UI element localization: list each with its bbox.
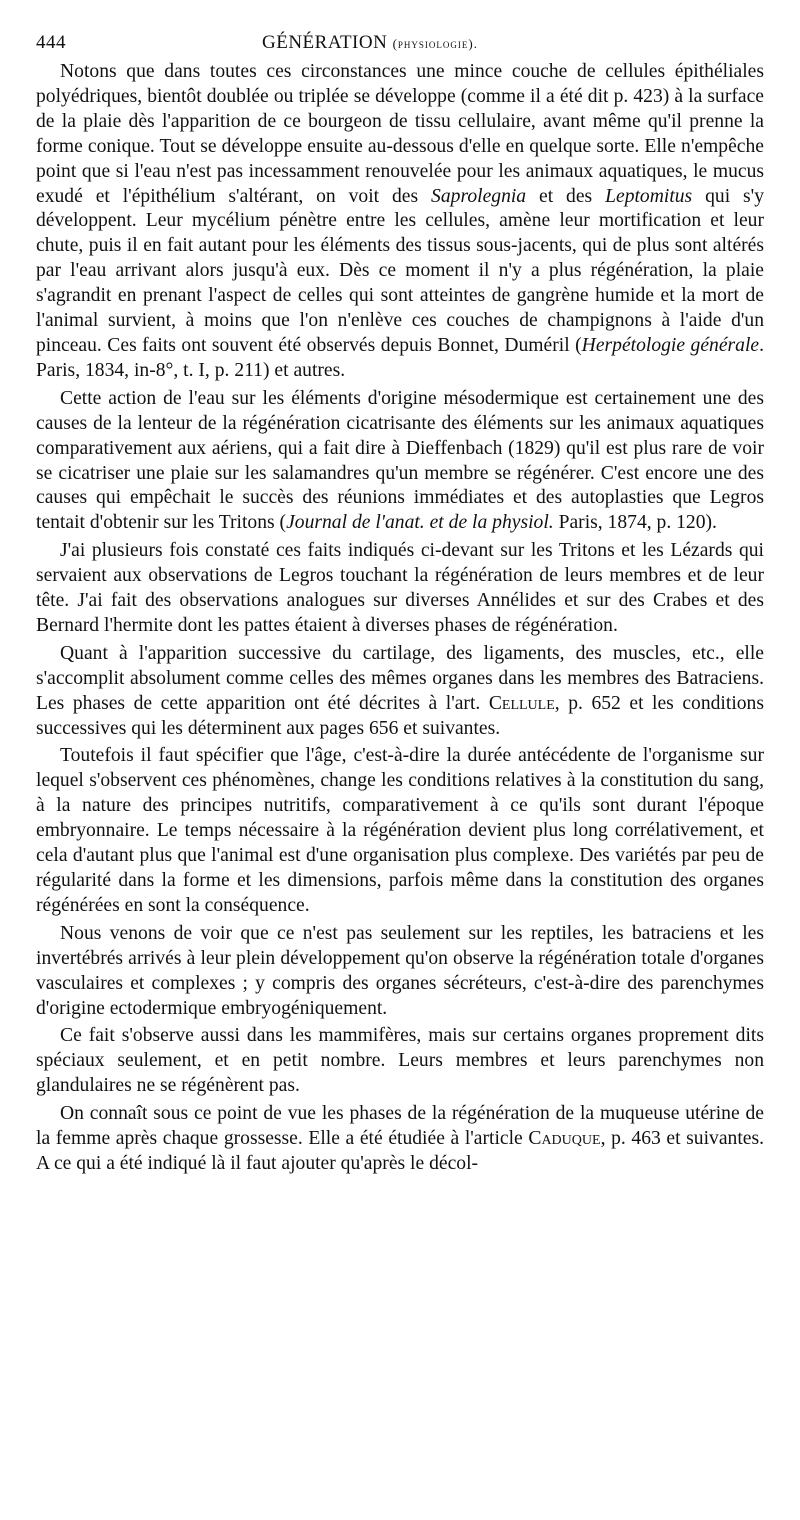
paragraph-4	[36, 642, 764, 742]
text-run: On connaît sous ce point de vue les phases de la régénération de la muqueuse utérine de la femme après chaque grossesse. Elle a été étudiée à l'article	[36, 1103, 764, 1150]
article-reference: Caduque	[528, 1128, 601, 1150]
paragraph-1	[36, 60, 764, 384]
paragraph-2	[36, 387, 764, 536]
italic-citation: Journal de l'anat. et de la physiol.	[286, 512, 554, 534]
body-text	[36, 60, 764, 1177]
document-page	[36, 28, 764, 1177]
text-run: . Paris, 1834, in-8°, t. I, p. 211) et autres.	[36, 334, 764, 381]
text-run: , p. 463 et suivantes. A ce qui a été indiqué là il faut ajouter qu'après le décol-	[36, 1128, 764, 1174]
italic-term: Saprolegnia	[431, 185, 527, 207]
italic-term: Leptomitus	[605, 185, 693, 207]
text-run: Cette action de l'eau sur les éléments d'origine mésodermique est certainement une des causes de la lenteur de la régénération cicatrisante des éléments sur les animaux aquatiques comparativement aux aériens, qui a fait dire à Dieffenbach (1829) qu'il est plus rare de voir se cicatriser une plaie sur les salamandres qu'un membre se régénérer. C'est encore une des causes qui empêchait le succès des réunions immédiates et des autoplasties que Legros tentait d'obtenir sur les Tritons (	[36, 387, 764, 534]
paragraph-3: J'ai plusieurs fois constaté ces faits indiqués ci-devant sur les Tritons et les Lézards qui servaient aux observations de Legros touchant la régénération de leurs membres et de leur tête. J'ai fait des observations analogues sur diverses Annélides et sur des Crabes et des Bernard l'hermite dont les pattes étaient à diverses phases de régénération.	[36, 540, 764, 636]
paragraph-7: Ce fait s'observe aussi dans les mammifères, mais sur certains organes proprement dits spéciaux seulement, et en petit nombre. Leurs membres et leurs parenchymes non glandulaires ne se régénèrent pas.	[36, 1025, 764, 1097]
text-run: et des	[526, 185, 606, 207]
article-reference: Cellule	[488, 692, 555, 714]
running-head-section: (physiologie).	[392, 36, 478, 51]
running-head-title: GÉNÉRATION	[262, 32, 393, 53]
running-head	[262, 32, 478, 54]
paragraph-6: Nous venons de voir que ce n'est pas seulement sur les reptiles, les batraciens et les invertébrés arrivés à leur plein développement qu'on observe la régénération totale d'organes vasculaires et complexes ; y compris des organes sécréteurs, c'est-à-dire des parenchymes d'origine ectodermique embryogéniquement.	[36, 922, 764, 1019]
page-number: 444	[36, 32, 66, 53]
text-run: , p. 652 et les conditions successives qui les déterminent aux pages 656 et suivantes.	[36, 692, 764, 739]
paragraph-5: Toutefois il faut spécifier que l'âge, c'est-à-dire la durée antécédente de l'organisme sur lequel s'observent ces phénomènes, change les conditions relatives à la constitution du sang, à la nature des principes nutritifs, comparativement à ce qu'ils sont durant l'époque embryonnaire. Le temps nécessaire à la régénération devient plus long corrélativement, et cela d'autant plus que l'animal est d'une organisation plus complexe. Des variétés par peu de régularité dans la forme et les dimensions, parfois même dans la constitution des organes régénérées en sont la conséquence.	[36, 745, 764, 916]
text-run: Notons que dans toutes ces circonstances une mince couche de cellules épithéliales polyédriques, bientôt doublée ou triplée se développe (comme il a été dit p. 423) à la surface de la plaie dès l'apparition de ce bourgeon de tissu cellulaire, avant même qu'il prenne la forme conique. Tout se développe ensuite au-dessous d'elle en quelque sorte. Elle n'empêche point que si l'eau n'est pas incessamment renouvelée pour les animaux aquatiques, le mucus exudé et l'épithélium s'altérant, on voit des	[36, 61, 764, 207]
text-run: Quant à l'apparition successive du cartilage, des ligaments, des muscles, etc., elle s'accomplit absolument comme celles des mêmes organes dans les membres des Batraciens. Les phases de cette apparition ont été décrites à l'art.	[36, 642, 764, 714]
italic-citation: Herpétologie générale	[581, 334, 760, 356]
paragraph-8	[36, 1102, 764, 1177]
page-header	[36, 28, 764, 60]
text-run: Paris, 1874, p. 120).	[553, 512, 717, 534]
text-run: qui s'y développent. Leur mycélium pénètre entre les cellules, amène leur mortification et leur chute, puis il en fait autant pour les éléments des tissus sous-jacents, qui de plus sont altérés par l'eau arrivant alors jusqu'à eux. Dès ce moment il n'y a plus régénération, la plaie s'agrandit en prenant l'aspect de celles qui sont atteintes de gangrène humide et la mort de l'animal survient, à moins que l'on n'enlève ces couches de champignons à l'aide d'un pinceau. Ces faits ont souvent été observés depuis Bonnet, Duméril (	[36, 185, 764, 356]
